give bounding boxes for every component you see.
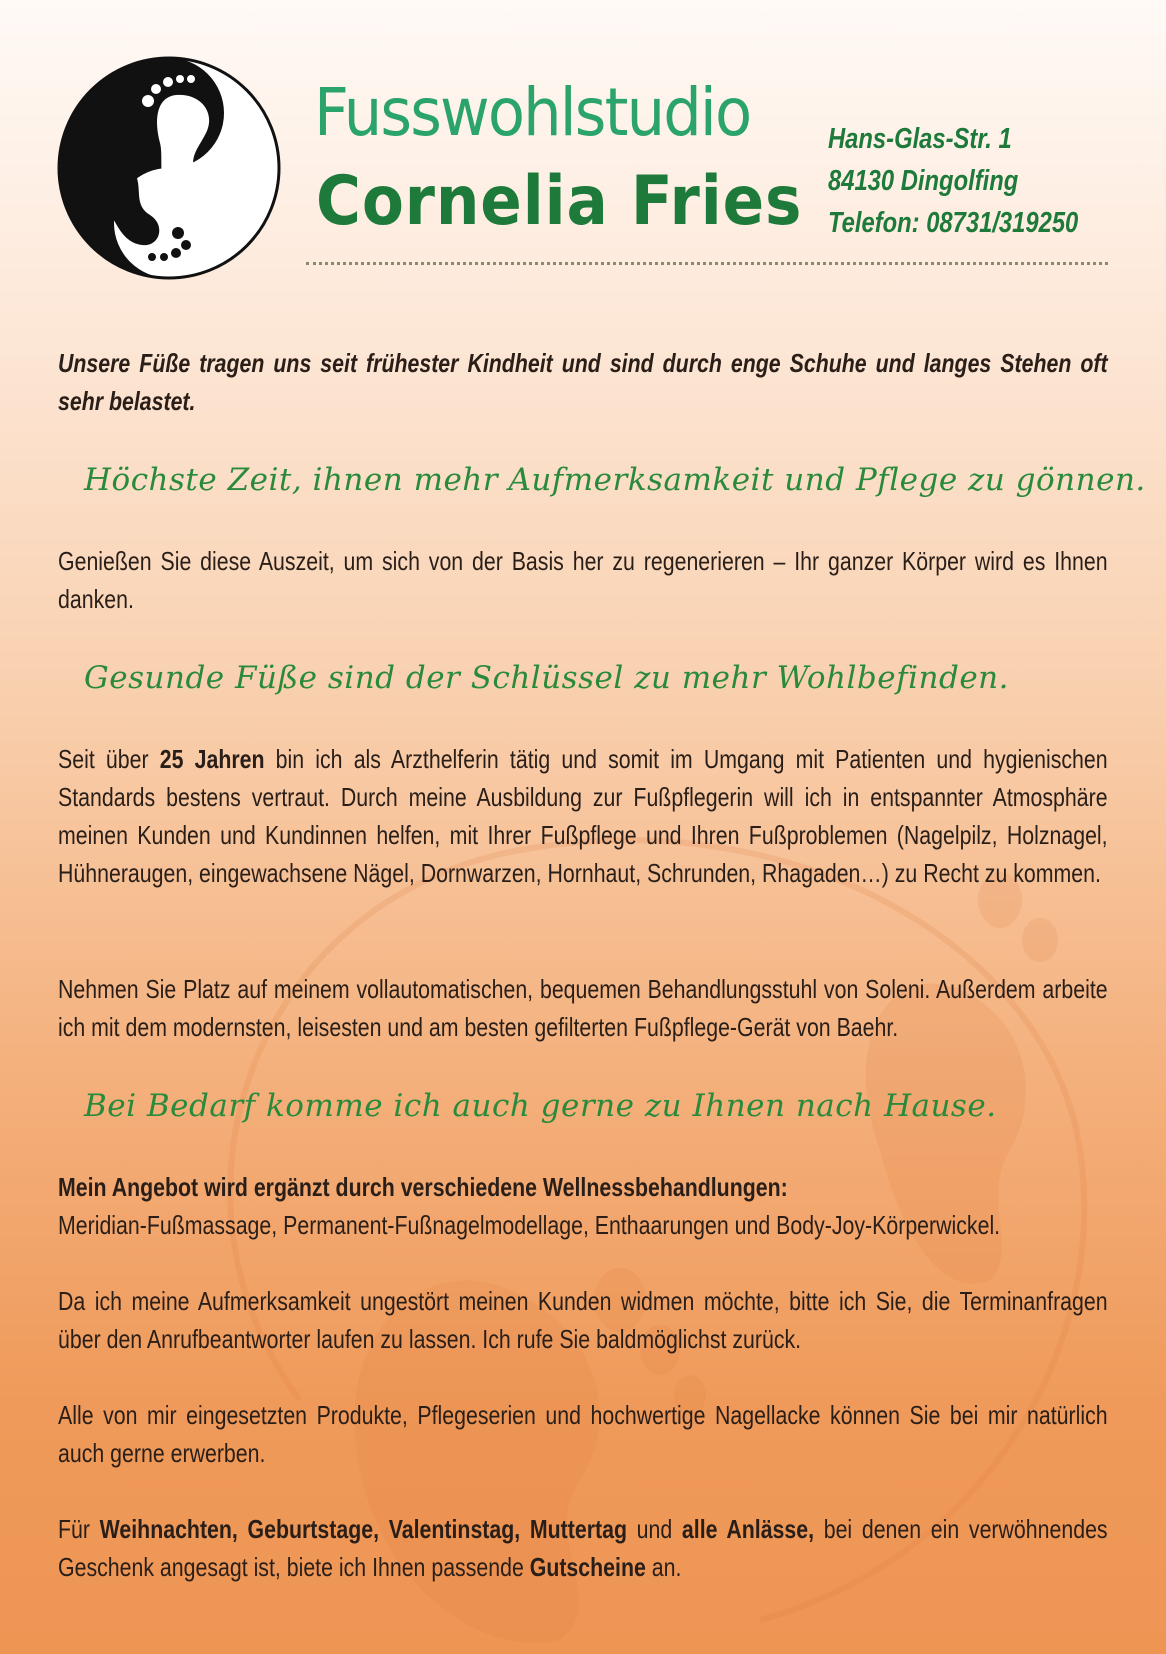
paragraph-4 — [58, 1168, 1108, 1244]
owner-name: Cornelia Fries — [316, 162, 803, 241]
yin-yang-feet-logo — [56, 55, 282, 281]
address-phone: Telefon: 08731/319250 — [828, 207, 1079, 239]
offer-heading: Mein Angebot wird ergänzt durch verschiedene Wellnessbehandlungen: — [58, 1172, 788, 1202]
header-divider — [306, 262, 1108, 265]
years-highlight: 25 Jahren — [159, 744, 265, 774]
paragraph-3: Nehmen Sie Platz auf meinem vollautomatischen, bequemen Behandlungsstuhl von Soleni. Außerdem arbeite ich mit dem modernsten, leisesten und am besten gefilterten Fußpflege-Gerät von Baehr. — [58, 974, 1108, 1042]
address-block — [828, 118, 1078, 244]
address-city: 84130 Dingolfing — [828, 165, 1019, 197]
headline-1: Höchste Zeit, ihnen mehr Aufmerksamkeit und Pflege zu gönnen. — [84, 462, 1146, 498]
voucher-highlight: Gutscheine — [529, 1552, 646, 1582]
intro-paragraph: Unsere Füße tragen uns seit frühester Kindheit und sind durch enge Schuhe und langes Stehen oft sehr belastet. — [58, 348, 1108, 416]
paragraph-7: Für Weihnachten, Geburtstage, Valentinstag, Muttertag und alle Anlässe, bei denen ein verwöhnendes Geschenk angesagt ist, biete ich Ihnen passende Gutscheine an. — [58, 1514, 1108, 1582]
headline-2: Gesunde Füße sind der Schlüssel zu mehr Wohlbefinden. — [84, 660, 1009, 696]
paragraph-5: Da ich meine Aufmerksamkeit ungestört meinen Kunden widmen möchte, bitte ich Sie, die Terminanfragen über den Anrufbeantworter laufen zu lassen. Ich rufe Sie baldmöglichst zurück. — [58, 1286, 1108, 1354]
address-street: Hans-Glas-Str. 1 — [828, 123, 1012, 155]
brand-name: Fusswohlstudio — [314, 74, 751, 151]
offer-list: Meridian-Fußmassage, Permanent-Fußnagelmodellage, Enthaarungen und Body-Joy-Körperwickel. — [58, 1210, 1001, 1240]
paragraph-1: Genießen Sie diese Auszeit, um sich von der Basis her zu regenerieren – Ihr ganzer Körper wird es Ihnen danken. — [58, 546, 1108, 614]
headline-3: Bei Bedarf komme ich auch gerne zu Ihnen nach Hause. — [84, 1088, 997, 1124]
paragraph-2: Seit über 25 Jahren bin ich als Arzthelferin tätig und somit im Umgang mit Patienten und hygienischen Standards bestens vertraut. Durch meine Ausbildung zur Fußpflegerin will ich in entspannter Atmosphäre meinen Kunden und Kundinnen helfen, mit Ihrer Fußpflege und Ihren Fußproblemen (Nagelpilz, Holznagel, Hühneraugen, eingewachsene Nägel, Dornwarzen, Hornhaut, Schrunden, Rhagaden…) zu Recht zu kommen. — [58, 744, 1108, 888]
paragraph-6: Alle von mir eingesetzten Produkte, Pflegeserien und hochwertige Nagellacke können Sie bei mir natürlich auch gerne erwerben. — [58, 1400, 1108, 1468]
